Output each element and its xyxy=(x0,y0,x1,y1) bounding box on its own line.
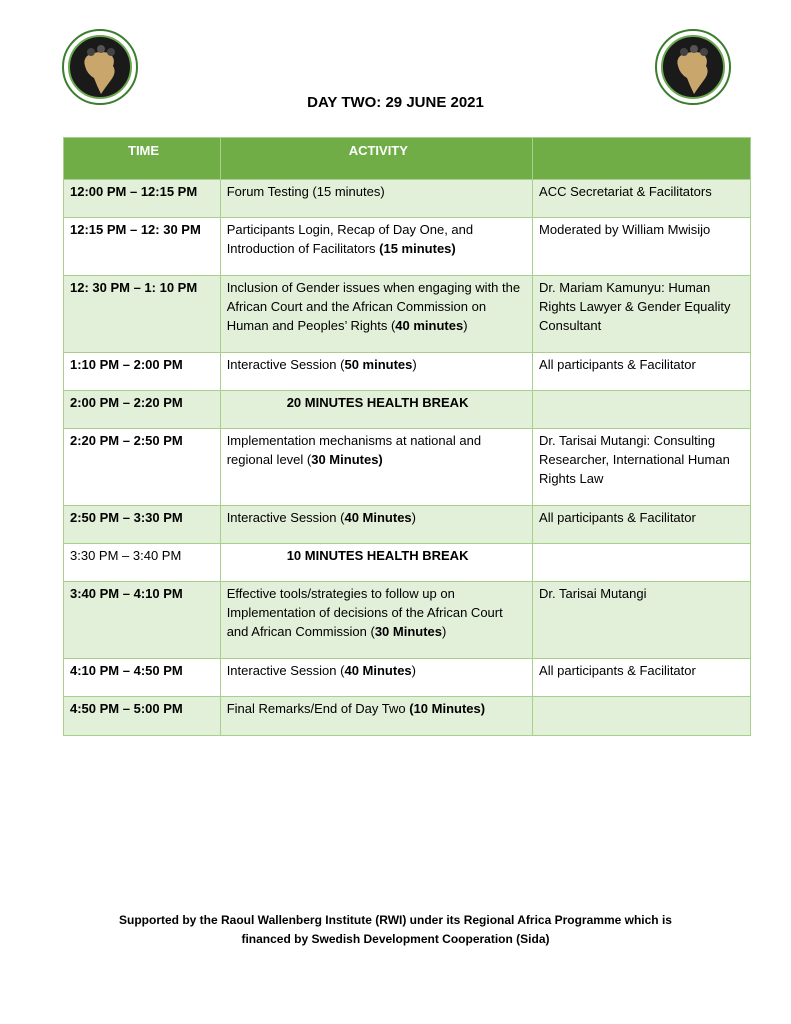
facilitator-cell: All participants & Facilitator xyxy=(533,506,751,544)
break-label: 10 MINUTES HEALTH BREAK xyxy=(286,548,469,563)
facilitator-cell xyxy=(533,391,751,429)
footer-line: Supported by the Raoul Wallenberg Institute (RWI) under its Regional Africa Programme which is xyxy=(119,913,672,927)
facilitator-cell: ACC Secretariat & Facilitators xyxy=(533,180,751,218)
table-row xyxy=(64,544,751,582)
time-cell: 12:00 PM – 12:15 PM xyxy=(64,180,221,218)
footer xyxy=(0,911,791,949)
table-row xyxy=(64,506,751,544)
facilitator-cell: All participants & Facilitator xyxy=(533,353,751,391)
schedule-table xyxy=(63,137,751,736)
table-row xyxy=(64,697,751,736)
time-cell: 2:20 PM – 2:50 PM xyxy=(64,429,221,506)
facilitator-cell: Dr. Tarisai Mutangi: Consulting Researcher, International Human Rights Law xyxy=(533,429,751,506)
header-activity: ACTIVITY xyxy=(220,138,532,180)
table-row xyxy=(64,429,751,506)
facilitator-cell xyxy=(533,697,751,736)
footer-line: financed by Swedish Development Cooperation (Sida) xyxy=(241,932,550,946)
table-row xyxy=(64,659,751,697)
activity-cell: Interactive Session (40 Minutes) xyxy=(220,659,532,697)
activity-cell xyxy=(220,544,532,582)
activity-cell: Interactive Session (40 Minutes) xyxy=(220,506,532,544)
activity-cell: Forum Testing (15 minutes) xyxy=(220,180,532,218)
time-cell: 12: 30 PM – 1: 10 PM xyxy=(64,276,221,353)
time-cell: 3:40 PM – 4:10 PM xyxy=(64,582,221,659)
time-cell: 12:15 PM – 12: 30 PM xyxy=(64,218,221,276)
table-row xyxy=(64,218,751,276)
activity-cell: Effective tools/strategies to follow up on Implementation of decisions of the African Court and African Commission (30 Minutes) xyxy=(220,582,532,659)
time-cell: 2:50 PM – 3:30 PM xyxy=(64,506,221,544)
page-title: DAY TWO: 29 JUNE 2021 xyxy=(307,94,484,111)
facilitator-cell xyxy=(533,544,751,582)
break-label: 20 MINUTES HEALTH BREAK xyxy=(286,395,469,410)
facilitator-cell: Dr. Tarisai Mutangi xyxy=(533,582,751,659)
time-cell: 4:10 PM – 4:50 PM xyxy=(64,659,221,697)
activity-cell: Inclusion of Gender issues when engaging with the African Court and the African Commission on Human and Peoples’ Rights (40 minutes) xyxy=(220,276,532,353)
table-row xyxy=(64,391,751,429)
time-cell: 1:10 PM – 2:00 PM xyxy=(64,353,221,391)
facilitator-cell: Dr. Mariam Kamunyu: Human Rights Lawyer & Gender Equality Consultant xyxy=(533,276,751,353)
header-facilitator xyxy=(533,138,751,180)
activity-cell: Interactive Session (50 minutes) xyxy=(220,353,532,391)
facilitator-cell: All participants & Facilitator xyxy=(533,659,751,697)
facilitator-cell: Moderated by William Mwisijo xyxy=(533,218,751,276)
activity-cell xyxy=(220,391,532,429)
header-time: TIME xyxy=(64,138,221,180)
time-cell: 2:00 PM – 2:20 PM xyxy=(64,391,221,429)
activity-cell: Implementation mechanisms at national and regional level (30 Minutes) xyxy=(220,429,532,506)
table-row xyxy=(64,180,751,218)
table-row xyxy=(64,353,751,391)
time-cell: 4:50 PM – 5:00 PM xyxy=(64,697,221,736)
activity-cell: Final Remarks/End of Day Two (10 Minutes) xyxy=(220,697,532,736)
time-cell: 3:30 PM – 3:40 PM xyxy=(64,544,221,582)
activity-cell: Participants Login, Recap of Day One, and Introduction of Facilitators (15 minutes) xyxy=(220,218,532,276)
table-header-row xyxy=(64,138,751,180)
table-row xyxy=(64,582,751,659)
table-row xyxy=(64,276,751,353)
